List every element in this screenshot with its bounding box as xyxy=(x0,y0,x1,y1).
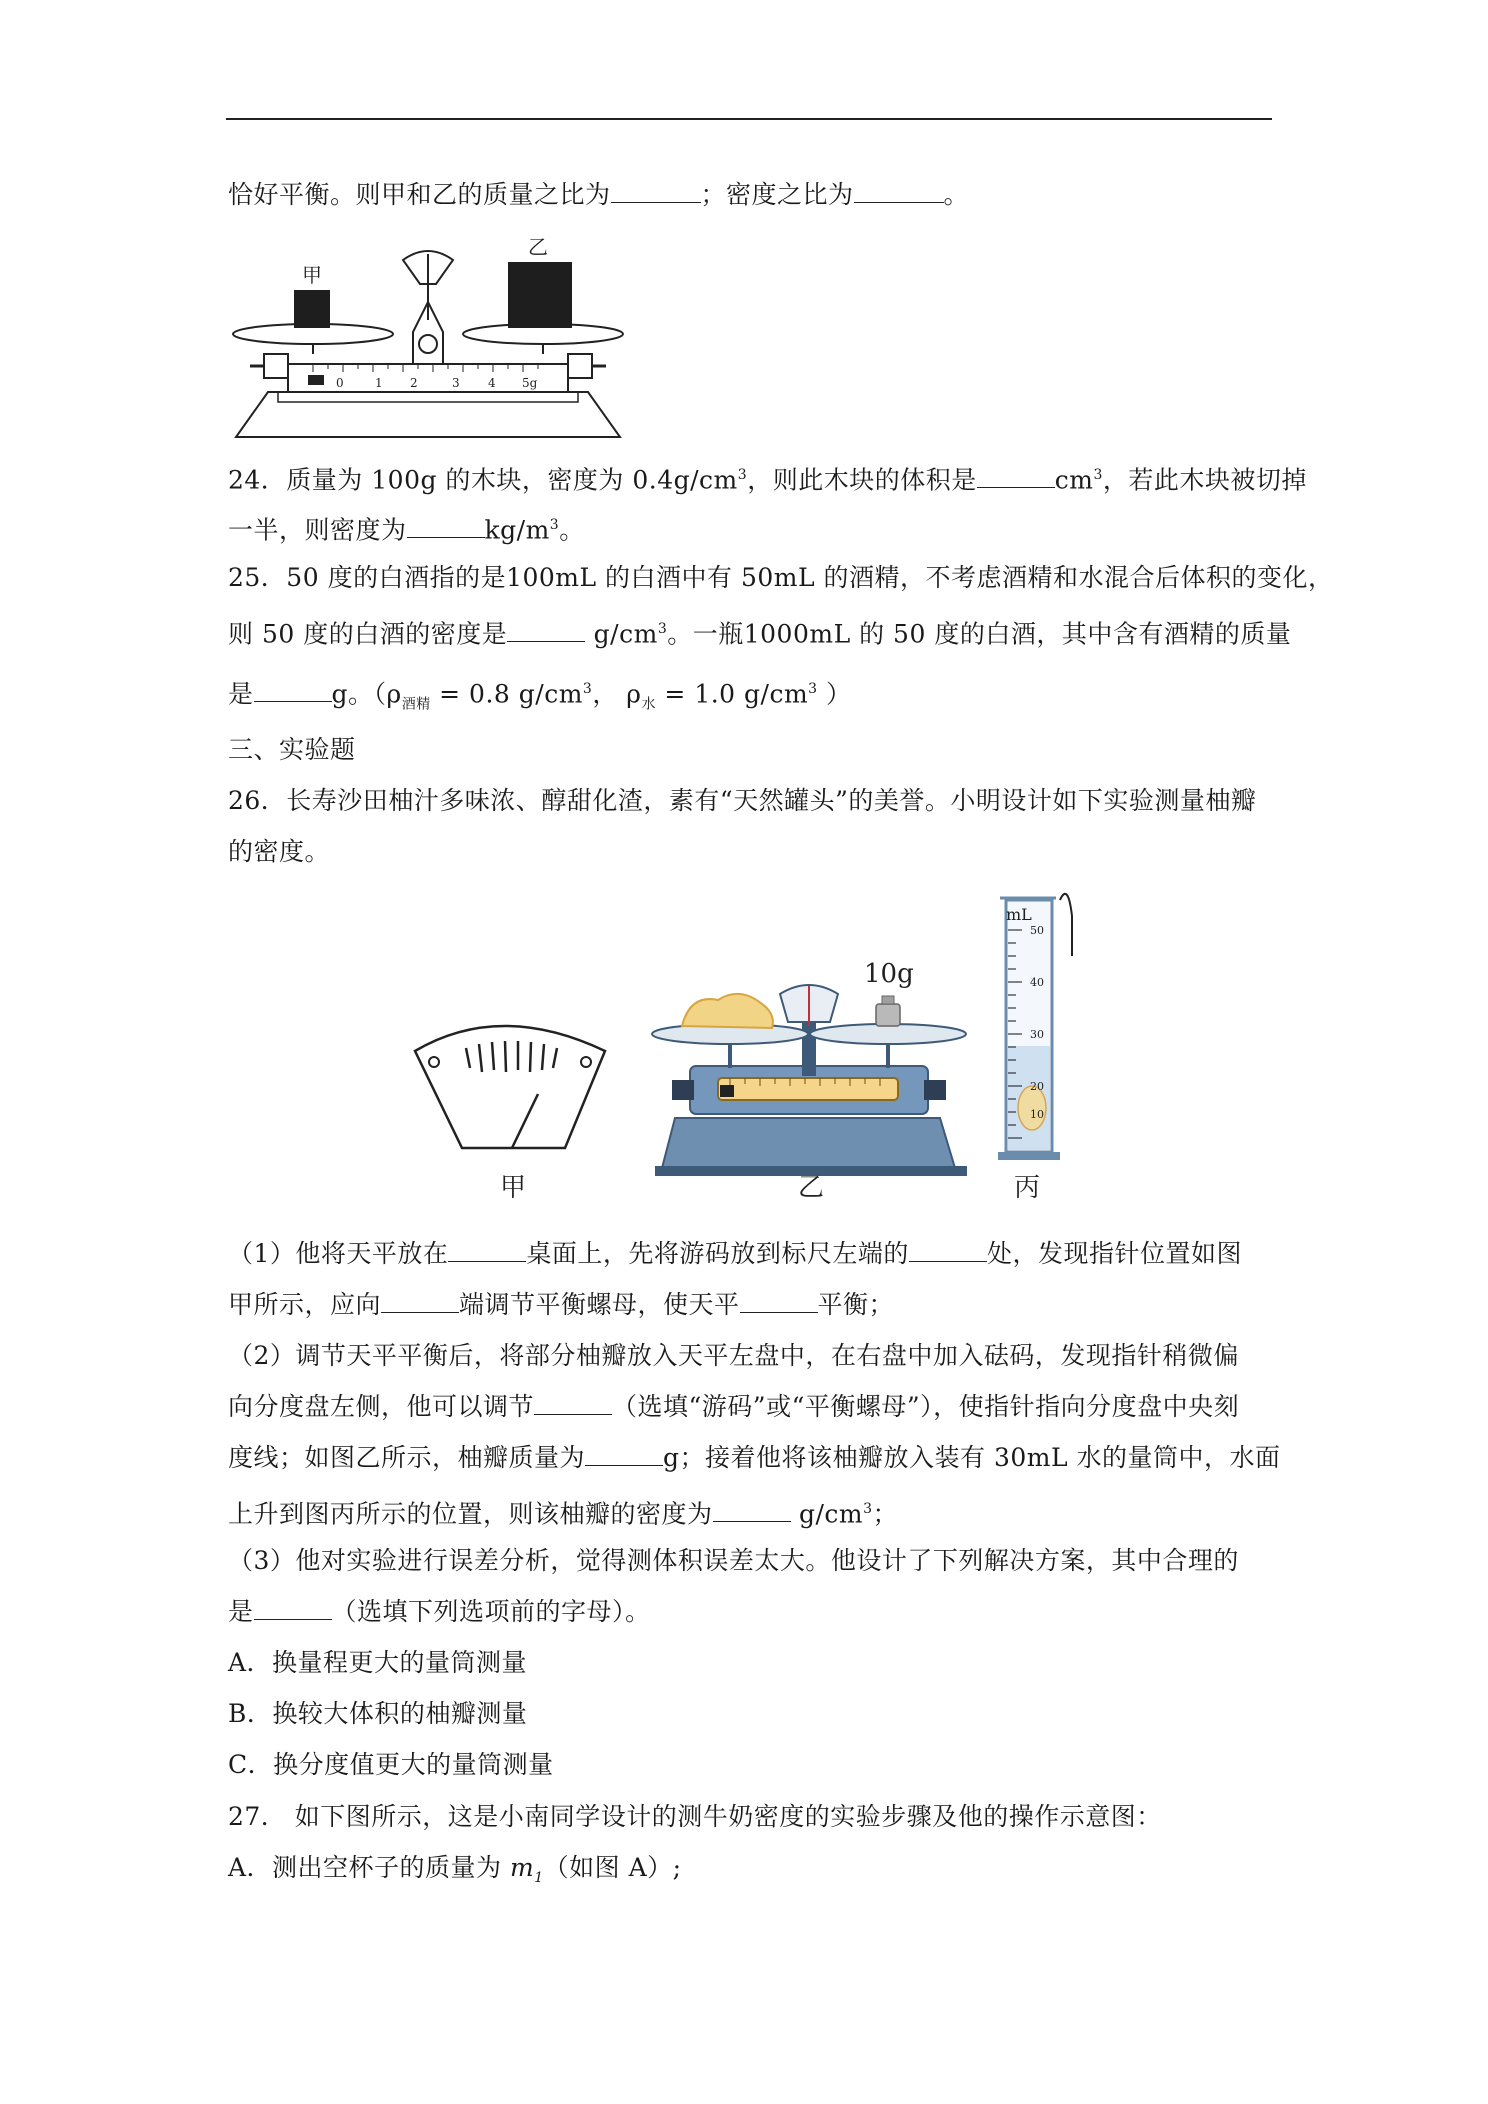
text: 度线；如图乙所示，柚瓣质量为 xyxy=(228,1443,586,1472)
superscript: 3 xyxy=(549,517,560,533)
text: 处，发现指针位置如图 xyxy=(986,1239,1242,1268)
text: （3）他对实验进行误差分析，觉得测体积误差太大。他设计了下列解决方案，其中合理的 xyxy=(228,1546,1239,1575)
text: 甲所示，应向 xyxy=(228,1290,382,1319)
text: kg/m xyxy=(484,515,550,545)
text: （选填下列选项前的字母）。 xyxy=(331,1597,651,1626)
text: 桌面上，先将游码放到标尺左端的 xyxy=(526,1239,909,1268)
section-title: 三、实验题 xyxy=(228,735,356,764)
q27-step-a xyxy=(228,1851,682,1895)
cylinder-tick: 20 xyxy=(1030,1080,1044,1093)
q26-s2-line-4 xyxy=(228,1492,898,1531)
text: ，若此木块被切掉 xyxy=(1102,465,1307,495)
answer-blank[interactable] xyxy=(854,178,944,203)
text: 则 50 度的白酒的密度是 xyxy=(228,619,508,649)
text: g；接着他将该柚瓣放入装有 30mL 水的量筒中，水面 xyxy=(663,1443,1281,1472)
q26-s1-line-1 xyxy=(228,1237,1242,1271)
superscript: 3 xyxy=(657,621,668,637)
text: 上升到图丙所示的位置，则该柚瓣的密度为 xyxy=(228,1499,713,1529)
answer-blank[interactable] xyxy=(977,463,1055,488)
answer-blank[interactable] xyxy=(585,1441,663,1466)
q24-line-2 xyxy=(228,508,585,547)
subscript: 1 xyxy=(534,1870,544,1886)
scale-tick: 3 xyxy=(452,376,460,390)
text: g/cm xyxy=(585,619,658,649)
text: 。 xyxy=(559,515,585,545)
text: ，则此木块的体积是 xyxy=(747,465,977,495)
subscript: 水 xyxy=(641,696,656,713)
q25-line-2 xyxy=(228,612,1291,651)
text: 平衡； xyxy=(817,1290,895,1319)
text: 是 xyxy=(228,679,254,709)
text: 25．50 度的白酒指的是100mL 的白酒中有 50mL 的酒精，不考虑酒精和水混合后体积的变化， xyxy=(228,563,1334,592)
text: = 0.8 g/cm xyxy=(430,679,583,709)
weight-label: 10g xyxy=(864,959,914,989)
q26-s3-line-1 xyxy=(228,1544,1239,1578)
q26-s3-line-2 xyxy=(228,1595,651,1629)
label-bing: 丙 xyxy=(1014,1173,1041,1203)
text: 端调节平衡螺母，使天平 xyxy=(459,1290,740,1319)
weight-icon xyxy=(876,1004,900,1026)
text: 向分度盘左侧，他可以调节 xyxy=(228,1392,535,1421)
q25-line-3 xyxy=(228,672,852,721)
text: 24．质量为 100g 的木块，密度为 0.4g/cm xyxy=(228,465,738,495)
text: （1）他将天平放在 xyxy=(228,1239,449,1268)
answer-blank[interactable] xyxy=(611,178,701,203)
q24-line-1 xyxy=(228,458,1307,497)
answer-blank[interactable] xyxy=(713,1497,791,1522)
text: 的密度。 xyxy=(228,837,331,866)
superscript: 3 xyxy=(582,681,593,697)
answer-blank[interactable] xyxy=(909,1237,987,1262)
answer-blank[interactable] xyxy=(254,677,332,702)
text: = 1.0 g/cm xyxy=(655,679,809,709)
text: A．测出空杯子的质量为 xyxy=(228,1853,511,1882)
text: ； xyxy=(872,1499,899,1529)
option-b-text: B．换较大体积的柚瓣测量 xyxy=(228,1699,528,1728)
header-rule xyxy=(226,118,1272,120)
text: g/cm xyxy=(790,1499,864,1529)
answer-blank[interactable] xyxy=(534,1390,612,1415)
q23-tail-line xyxy=(228,178,969,212)
balance-yi xyxy=(652,959,967,1203)
scale-tick: 0 xyxy=(336,376,344,390)
cylinder-tick: 10 xyxy=(1030,1108,1044,1121)
block-yi xyxy=(508,262,572,328)
text: 27． 如下图所示，这是小南同学设计的测牛奶密度的实验步骤及他的操作示意图： xyxy=(228,1802,1162,1831)
scale-tick: 1 xyxy=(375,376,383,390)
cylinder-bing xyxy=(998,894,1072,1203)
answer-blank[interactable] xyxy=(407,513,485,538)
label-jia: 甲 xyxy=(302,263,322,287)
block-jia xyxy=(294,290,330,328)
label-yi: 乙 xyxy=(798,1173,825,1203)
cylinder-unit: mL xyxy=(1006,905,1032,924)
label-yi: 乙 xyxy=(528,235,548,259)
text: cm xyxy=(1054,465,1094,495)
option-b[interactable] xyxy=(228,1697,527,1731)
text: ， ρ xyxy=(592,679,642,709)
answer-blank[interactable] xyxy=(448,1237,526,1262)
text: 恰好平衡。则甲和乙的质量之比为 xyxy=(228,180,611,209)
scale-tick: 5g xyxy=(522,376,538,390)
q26-s2-line-1 xyxy=(228,1339,1239,1373)
text: 26．长寿沙田柚汁多味浓、醇甜化渣，素有“天然罐头”的美誉。小明设计如下实验测量柚瓣 xyxy=(228,786,1257,815)
scale-tick: 2 xyxy=(410,376,418,390)
cylinder-tick: 40 xyxy=(1030,976,1044,989)
subscript: 酒精 xyxy=(401,696,431,713)
text: （2）调节天平平衡后，将部分柚瓣放入天平左盘中，在右盘中加入砝码，发现指针稍微偏 xyxy=(228,1341,1239,1370)
option-c[interactable] xyxy=(228,1748,554,1782)
section-heading xyxy=(228,733,356,767)
answer-blank[interactable] xyxy=(254,1595,332,1620)
answer-blank[interactable] xyxy=(507,617,585,642)
q26-s2-line-2 xyxy=(228,1390,1239,1424)
q26-line-2 xyxy=(228,835,330,869)
text: ；密度之比为 xyxy=(700,180,854,209)
superscript: 3 xyxy=(1093,467,1103,483)
superscript: 3 xyxy=(863,1501,873,1517)
scale-tick: 4 xyxy=(488,376,496,390)
balance-figure-1 xyxy=(228,232,628,442)
pomelo-segment xyxy=(682,994,773,1028)
text: 。 xyxy=(943,180,970,209)
cylinder-tick: 50 xyxy=(1030,924,1044,937)
option-a[interactable] xyxy=(228,1646,527,1680)
text: 是 xyxy=(228,1597,254,1626)
text: ） xyxy=(817,679,852,709)
text: g。（ρ xyxy=(331,679,402,709)
superscript: 3 xyxy=(737,467,748,483)
answer-blank[interactable] xyxy=(740,1288,818,1313)
q26-line-1 xyxy=(228,784,1256,818)
text: 。一瓶1000mL 的 50 度的白酒，其中含有酒精的质量 xyxy=(667,619,1292,649)
math-var: m xyxy=(510,1853,535,1882)
dial-jia xyxy=(415,1026,605,1203)
q27-line-1 xyxy=(228,1800,1162,1834)
superscript: 3 xyxy=(808,681,818,697)
text: 一半，则密度为 xyxy=(228,515,407,545)
option-a-text: A．换量程更大的量筒测量 xyxy=(228,1648,528,1677)
cylinder-tick: 30 xyxy=(1030,1028,1044,1041)
text: （选填“游码”或“平衡螺母”），使指针指向分度盘中央刻 xyxy=(612,1392,1240,1421)
q26-s2-line-3 xyxy=(228,1441,1281,1475)
experiment-figure-2 xyxy=(400,886,1120,1226)
q25-line-1 xyxy=(228,561,1334,595)
answer-blank[interactable] xyxy=(381,1288,459,1313)
text: （如图 A）; xyxy=(543,1853,682,1882)
q26-s1-line-2 xyxy=(228,1288,894,1322)
label-jia: 甲 xyxy=(500,1173,527,1203)
option-c-text: C．换分度值更大的量筒测量 xyxy=(228,1750,554,1779)
